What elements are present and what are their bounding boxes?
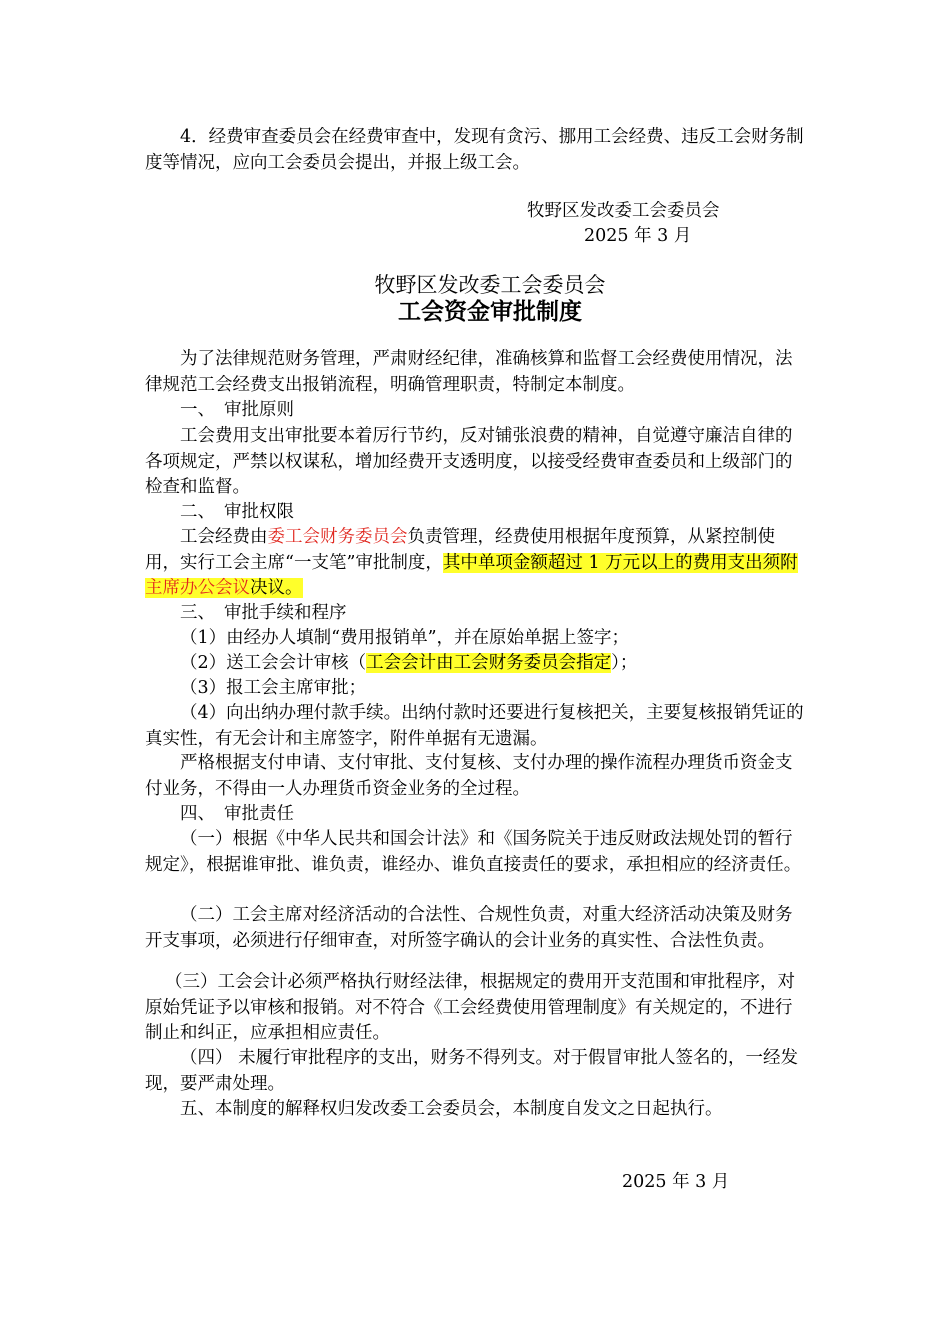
section-3-step-2 bbox=[145, 651, 807, 677]
section-3-step-2-b: ）； bbox=[611, 653, 638, 673]
section-4-item-1: （一）根据《中华人民共和国会计法》和《国务院关于违反财政法规处罚的暂行规定》，根据谁审批、谁负责，谁经办、谁负直接责任的要求，承担相应的经济责任。 bbox=[145, 829, 802, 875]
section-4-number: 四、 bbox=[180, 804, 215, 824]
section-2-number: 二、 bbox=[180, 502, 215, 522]
doc-title-org: 牧野区发改委工会委员会 bbox=[374, 273, 606, 297]
section-2-text-a: 工会经费由 bbox=[180, 527, 268, 547]
section-4-item-2: （二）工会主席对经济活动的合法性、合规性负责，对重大经济活动决策及财务开支事项，必须进行仔细审查，对所签字确认的会计业务的真实性、合法性负责。 bbox=[145, 905, 793, 951]
section-1-body: 工会费用支出审批要本着厉行节约，反对铺张浪费的精神，自觉遵守廉洁自律的各项规定，严禁以权谋私，增加经费开支透明度，以接受经费审查委员和上级部门的检查和监督。 bbox=[145, 426, 793, 497]
doc-signature-date: 2025 年 3 月 bbox=[622, 1172, 730, 1192]
section-1-title: 审批原则 bbox=[224, 400, 294, 420]
section-4-title: 审批责任 bbox=[224, 804, 294, 824]
section-2-heading bbox=[145, 500, 807, 526]
section-4-item-4: （四） 未履行审批程序的支出，财务不得列支。对于假冒审批人签名的，一经发现，要严肃处理。 bbox=[145, 1048, 799, 1094]
section-3-step-4: （4）向出纳办理付款手续。出纳付款时还要进行复核把关，主要复核报销凭证的真实性，有无会计和主席签字，附件单据有无遗漏。 bbox=[145, 703, 804, 749]
top-signature-date: 2025 年 3 月 bbox=[584, 226, 692, 246]
section-3-step-2-a: （2）送工会会计审核（ bbox=[180, 653, 367, 673]
section-2-text-b: 负责管理，经费使用根据年度预算，从紧控制使用，实行工会主席“一支笔”审批制度， bbox=[145, 527, 775, 573]
section-3-step-3: （3）报工会主席审批； bbox=[180, 678, 367, 698]
section-1-heading bbox=[145, 398, 807, 424]
section-3-title: 审批手续和程序 bbox=[224, 603, 347, 623]
doc-title-main: 工会资金审批制度 bbox=[398, 299, 582, 325]
section-3-heading bbox=[145, 601, 807, 627]
section-3-number: 三、 bbox=[180, 603, 215, 623]
section-4-item-3: （三）工会会计必须严格执行财经法律，根据规定的费用开支范围和审批程序，对原始凭证予以审核和报销。对不符合《工会经费使用管理制度》有关规定的，不进行制止和纠正，应承担相应责任。 bbox=[145, 972, 795, 1043]
top-signature-org: 牧野区发改委工会委员会 bbox=[527, 201, 720, 221]
section-2-title: 审批权限 bbox=[224, 502, 294, 522]
intro-paragraph: 为了法律规范财务管理，严肃财经纪律，准确核算和监督工会经费使用情况，法律规范工会经费支出报销流程，明确管理职责，特制定本制度。 bbox=[145, 349, 793, 395]
section-3-note: 严格根据支付申请、支付审批、支付复核、支付办理的操作流程办理货币资金支付业务，不得由一人办理货币资金业务的全过程。 bbox=[145, 753, 793, 799]
section-5: 五、本制度的解释权归发改委工会委员会，本制度自发文之日起执行。 bbox=[180, 1099, 723, 1119]
section-2-highlight-b: 决议。 bbox=[250, 578, 303, 598]
section-1-number: 一、 bbox=[180, 400, 215, 420]
section-4-heading bbox=[145, 802, 807, 828]
section-3-step-1: （1）由经办人填制“费用报销单”，并在原始单据上签字； bbox=[180, 628, 630, 648]
section-2-red-meeting: 主席办公会议 bbox=[145, 578, 250, 598]
top-item-4: 4．经费审查委员会在经费审查中，发现有贪污、挪用工会经费、违反工会财务制度等情况，应向工会委员会提出，并报上级工会。 bbox=[145, 127, 804, 173]
section-2-body bbox=[145, 525, 807, 602]
section-3-step-2-highlight: 工会会计由工会财务委员会指定 bbox=[366, 653, 612, 673]
section-2-highlight-a: 其中单项金额超过 1 万元以上的费用支出须附 bbox=[442, 552, 798, 573]
section-2-red-committee: 委工会财务委员会 bbox=[267, 527, 408, 547]
